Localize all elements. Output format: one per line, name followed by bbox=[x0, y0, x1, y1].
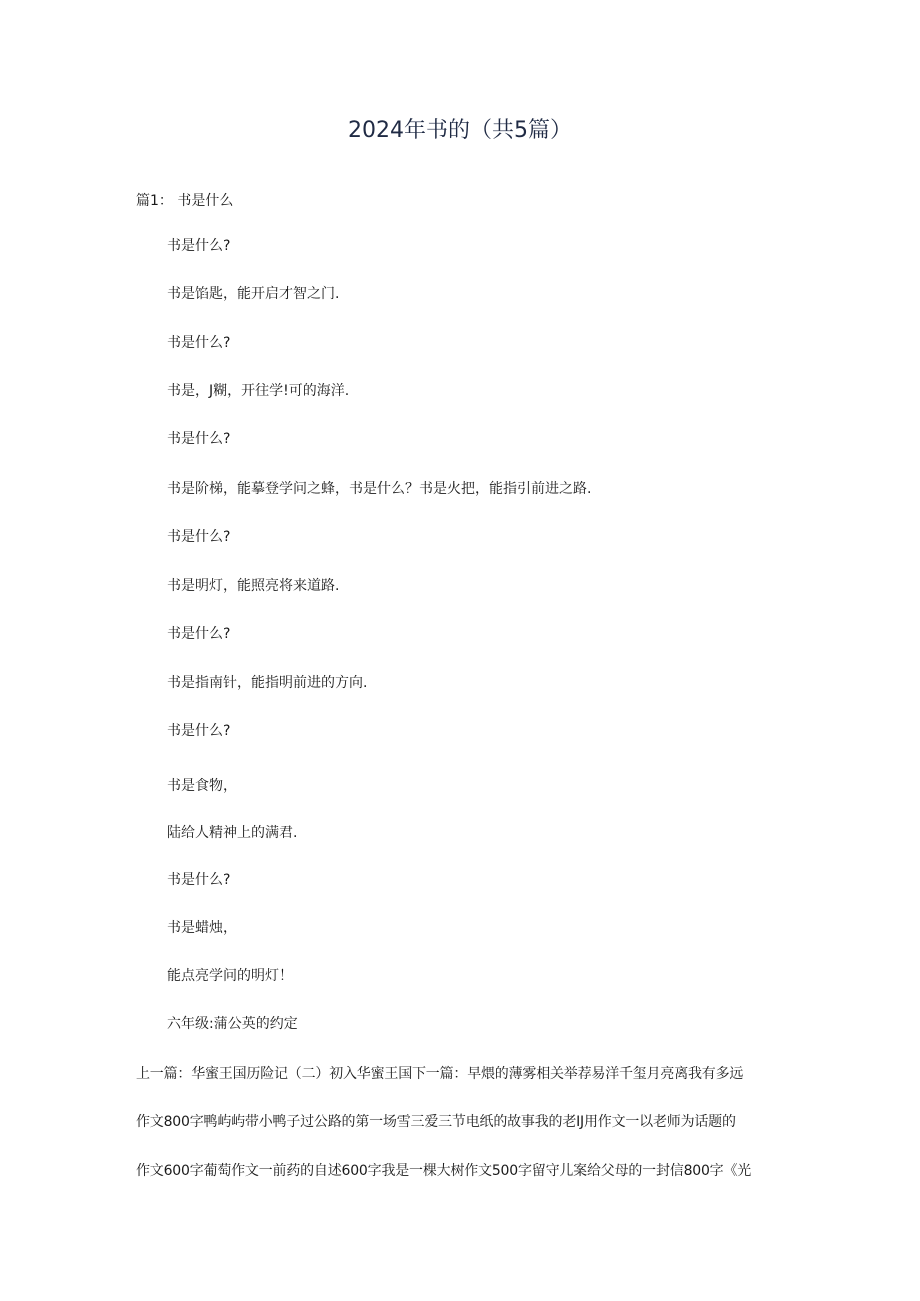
body-line: 书是食物， bbox=[167, 778, 237, 794]
body-line: 书是什么? bbox=[167, 723, 231, 739]
body-line: 书是阶梯，能摹登学问之蜂，书是什么？书是火把，能指引前进之路. bbox=[167, 481, 592, 497]
body-line: 书是什么? bbox=[167, 872, 231, 888]
body-line: 书是蜡烛， bbox=[167, 920, 237, 936]
body-line: 能点亮学问的明灯！ bbox=[167, 968, 293, 984]
body-line: 书是什么? bbox=[167, 431, 231, 447]
body-line: 书是明灯，能照亮将来道路. bbox=[167, 578, 340, 594]
body-line: 陆给人精神上的满君. bbox=[167, 825, 298, 841]
body-line: 书是什么? bbox=[167, 238, 231, 254]
body-line: 书是，J糊，开往学!可的海洋. bbox=[167, 383, 350, 399]
body-line: 书是指南针，能指明前进的方向. bbox=[167, 675, 368, 691]
related-links-line: 作文600字葡萄作文一前药的自述600字我是一棵大树作文500字留守儿案给父母的一封信800字《光 bbox=[136, 1163, 752, 1179]
related-links-line: 上一篇：华蜜王国历险记（二）初入华蜜王国下一篇：早煨的薄雾相关举荐易洋千玺月亮离我有多远 bbox=[136, 1066, 744, 1082]
body-line: 书是什么? bbox=[167, 626, 231, 642]
body-line: 书是馅匙，能开启才智之门. bbox=[167, 286, 340, 302]
body-line: 书是什么? bbox=[167, 529, 231, 545]
section-heading: 篇1： 书是什么 bbox=[136, 193, 234, 209]
body-line: 书是什么? bbox=[167, 335, 231, 351]
body-line: 六年级:蒲公英的约定 bbox=[167, 1016, 298, 1032]
related-links-line: 作文800字鸭屿屿带小鸭子过公路的第一场雪三爱三节电纸的故事我的老IJ用作文一以老师为话题的 bbox=[136, 1114, 736, 1130]
document-title: 2024年书的（共5篇） bbox=[348, 118, 572, 143]
